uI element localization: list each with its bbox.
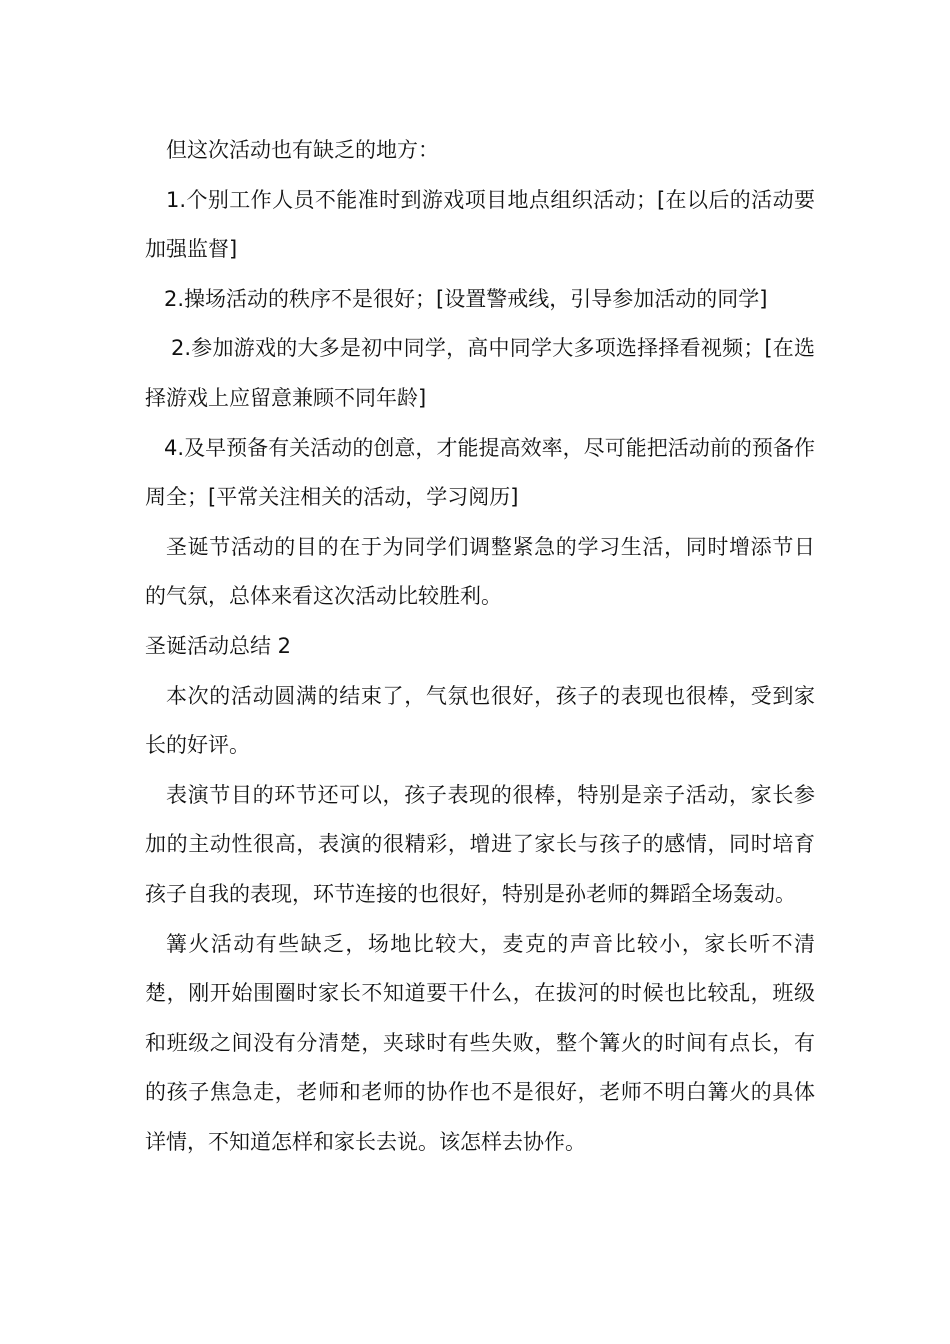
paragraph-shortcomings-intro: 但这次活动也有缺乏的地方：: [166, 138, 439, 162]
paragraph-conclusion: 圣诞节活动的目的在于为同学们调整紧急的学习生活，同时增添节日的气氛，总体来看这次活动比较胜利。: [145, 534, 815, 609]
paragraph-performance: 表演节目的环节还可以，孩子表现的很棒，特别是亲子活动，家长参加的主动性很高，表演的很精彩，增进了家长与孩子的感情，同时培育孩子自我的表现，环节连接的也很好，特别是孙老师的舞蹈全场轰动。: [145, 782, 815, 906]
section-title: 圣诞活动总结 2: [145, 633, 292, 658]
paragraph-item-1: 1.个别工作人员不能准时到游戏项目地点组织活动；[在以后的活动要加强监督]: [145, 187, 815, 262]
paragraph-item-2: 2.操场活动的秩序不是很好；[设置警戒线，引导参加活动的同学]: [164, 286, 768, 311]
paragraph-bonfire: 篝火活动有些缺乏，场地比较大，麦克的声音比较小，家长听不清楚，刚开始围圈时家长不知道要干什么，在拔河的时候也比较乱，班级和班级之间没有分清楚，夹球时有些失败，整个篝火的时间有点长，有的孩子焦急走，老师和老师的协作也不是很好，老师不明白篝火的具体详情，不知道怎样和家长去说。该怎样去协作。: [145, 931, 815, 1154]
paragraph-item-4: 4.及早预备有关活动的创意，才能提高效率，尽可能把活动前的预备作周全；[平常关注相关的活动，学习阅历]: [145, 435, 815, 510]
document-body: [145, 126, 815, 1167]
paragraph-item-3: 2.参加游戏的大多是初中同学，高中同学大多项选择择看视频；[在选择游戏上应留意兼顾不同年龄]: [145, 336, 815, 410]
paragraph-summary-2-intro: 本次的活动圆满的结束了，气氛也很好，孩子的表现也很棒，受到家长的好评。: [145, 683, 815, 758]
